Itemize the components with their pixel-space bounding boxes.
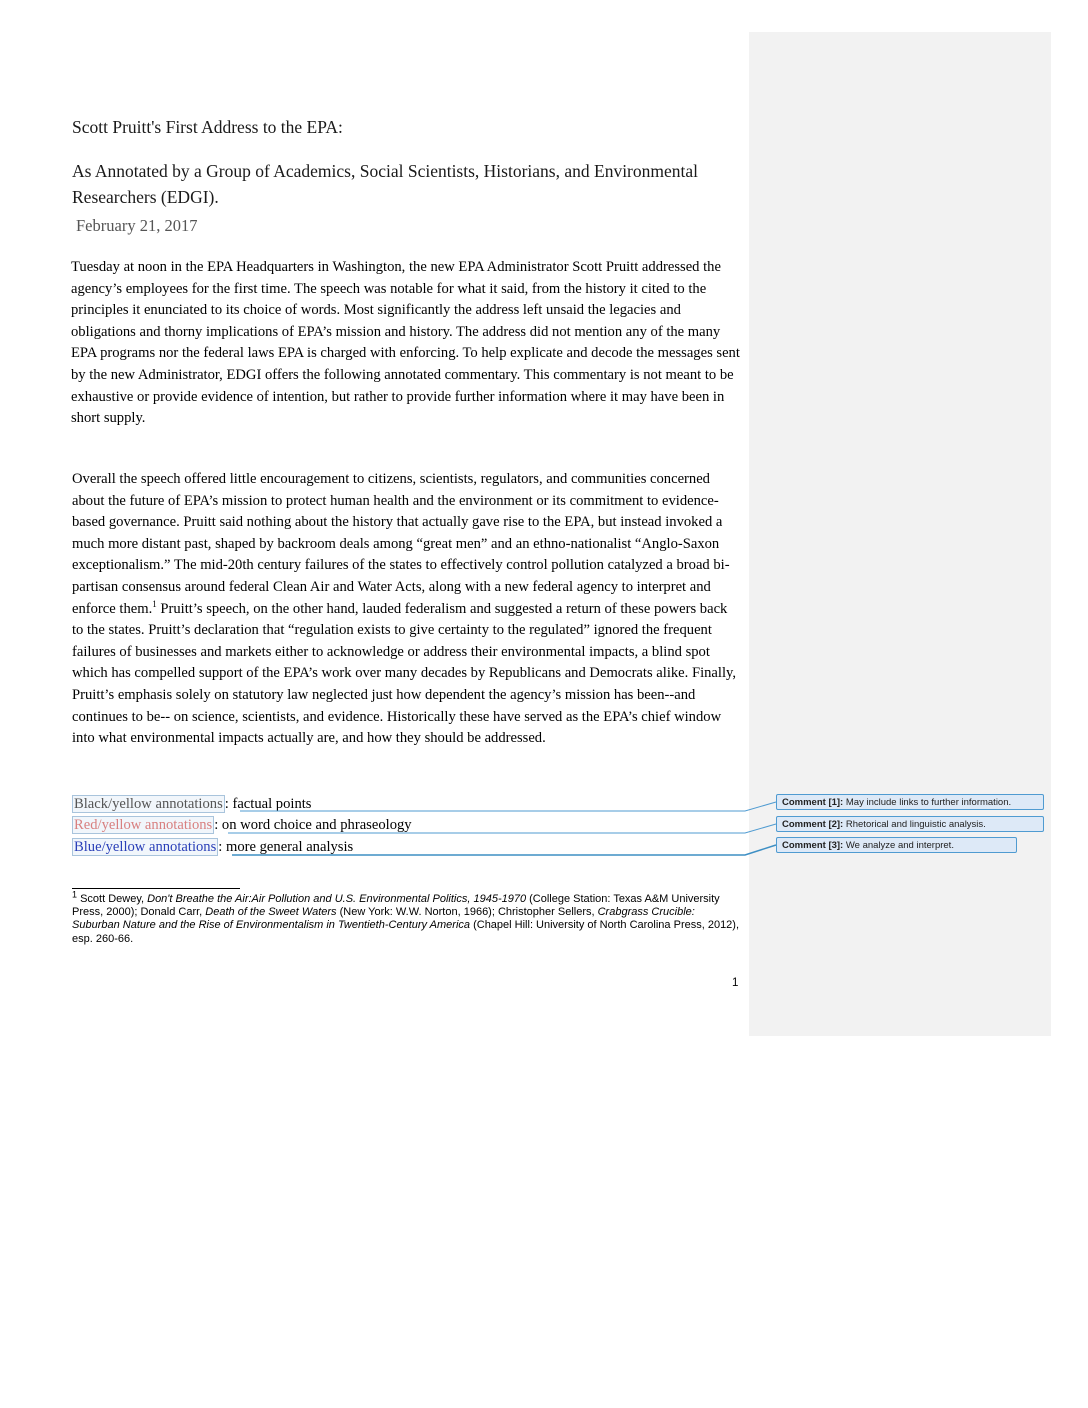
footnote xyxy=(72,889,742,946)
comment-3[interactable] xyxy=(776,837,1017,853)
comment-tag: Comment [2]: xyxy=(782,819,844,830)
comment-text: We analyze and interpret. xyxy=(843,840,954,851)
page-number: 1 xyxy=(732,977,739,989)
annotation-black-label[interactable]: Black/yellow annotations xyxy=(74,796,223,812)
analysis-paragraph-part1: Overall the speech offered little encouragement to citizens, scientists, regulators, and communities concerned about the future of EPA’s mission to protect human health and the environment or its commitment to evidence-based governance. Pruitt said nothing about the history that actually gave rise to the EPA, but instead invoked a much more distant past, shaped by backroom deals among “great men” and an ethno-nationalist “Anglo-Saxon exceptionalism.” The mid-20th century failures of the states to effectively control pollution catalyzed a broad bi-partisan consensus around federal Clean Air and Water Acts, along with a new federal agency to interpret and enforce them. xyxy=(72,471,730,617)
document-date: February 21, 2017 xyxy=(76,216,198,235)
comment-2[interactable] xyxy=(776,816,1044,832)
footnote-text: (New York: W.W. Norton, 1966); Christopher Sellers, xyxy=(336,906,598,919)
footnote-text: (Chapel Hill: University of North Carolina Press, 2012), esp. 260-66. xyxy=(72,919,740,945)
footnote-number: 1 xyxy=(72,889,78,900)
footnote-book-title: Death of the Sweet Waters xyxy=(205,906,337,919)
document-subtitle: As Annotated by a Group of Academics, Social Scientists, Historians, and Environmental Researchers (EDGI). xyxy=(72,161,699,207)
analysis-paragraph-part2: Pruitt’s speech, on the other hand, lauded federalism and suggested a return of these powers back to the states. Pruitt’s declaration that “regulation exists to give certainty to the regulated” ignored the frequent failures of businesses and markets either to acknowledge or address their environmental impacts, a blind spot which has compelled support of the EPA’s work over many decades by Republicans and Democrats alike. Finally, Pruitt’s emphasis solely on statutory law neglected just how dependent the agency’s mission has been--and continues to be-- on science, scientists, and evidence. Historically these have served as the EPA’s chief window into what environmental impacts actually are, and how they should be addressed. xyxy=(72,600,736,747)
comment-text: May include links to further information. xyxy=(843,797,1012,808)
comment-1[interactable] xyxy=(776,794,1044,810)
footnote-text: (College Station: Texas A&M University Press, 2000); Donald Carr, xyxy=(72,893,720,919)
comment-text: Rhetorical and linguistic analysis. xyxy=(843,819,986,830)
document-title: Scott Pruitt's First Address to the EPA: xyxy=(72,117,343,137)
footnote-book-title: Crabgrass Crucible: Suburban Nature and the Rise of Environmentalism in Twentieth-Century America xyxy=(72,906,695,932)
comment-leader-line-3 xyxy=(232,845,776,855)
comment-leader-line-2 xyxy=(228,824,776,833)
footnote-book-title: Don't Breathe the Air:Air Pollution and U.S. Environmental Politics, 1945-1970 xyxy=(147,893,527,905)
intro-paragraph: Tuesday at noon in the EPA Headquarters in Washington, the new EPA Administrator Scott Pruitt addressed the agency’s employees for the first time. The speech was notable for what it said, from the history it cited to the principles it enunciated to its choice of words. Most significantly the address left unsaid the legacies and obligations and thorny implications of EPA’s mission and history. The address did not mention any of the many EPA programs nor the federal laws EPA is charged with enforcing. To help explicate and decode the messages sent by the new Administrator, EDGI offers the following annotated commentary. This commentary is not meant to be exhaustive or provide evidence of intention, but rather to provide further information where it may have been in short supply. xyxy=(71,259,740,427)
comment-tag: Comment [1]: xyxy=(782,797,844,808)
annotation-blue-label[interactable]: Blue/yellow annotations xyxy=(74,839,217,855)
comment-leader-line-1 xyxy=(240,802,776,811)
footnote-separator xyxy=(72,888,240,889)
legend-desc: : on word choice and phraseology xyxy=(214,817,412,833)
comment-tag: Comment [3]: xyxy=(782,840,844,851)
annotation-red-label[interactable]: Red/yellow annotations xyxy=(74,817,213,833)
footnote-text: Scott Dewey, xyxy=(77,893,148,905)
legend-desc: : factual points xyxy=(224,796,312,812)
legend-desc: : more general analysis xyxy=(218,839,354,855)
footnote-reference[interactable]: 1 xyxy=(152,598,157,609)
